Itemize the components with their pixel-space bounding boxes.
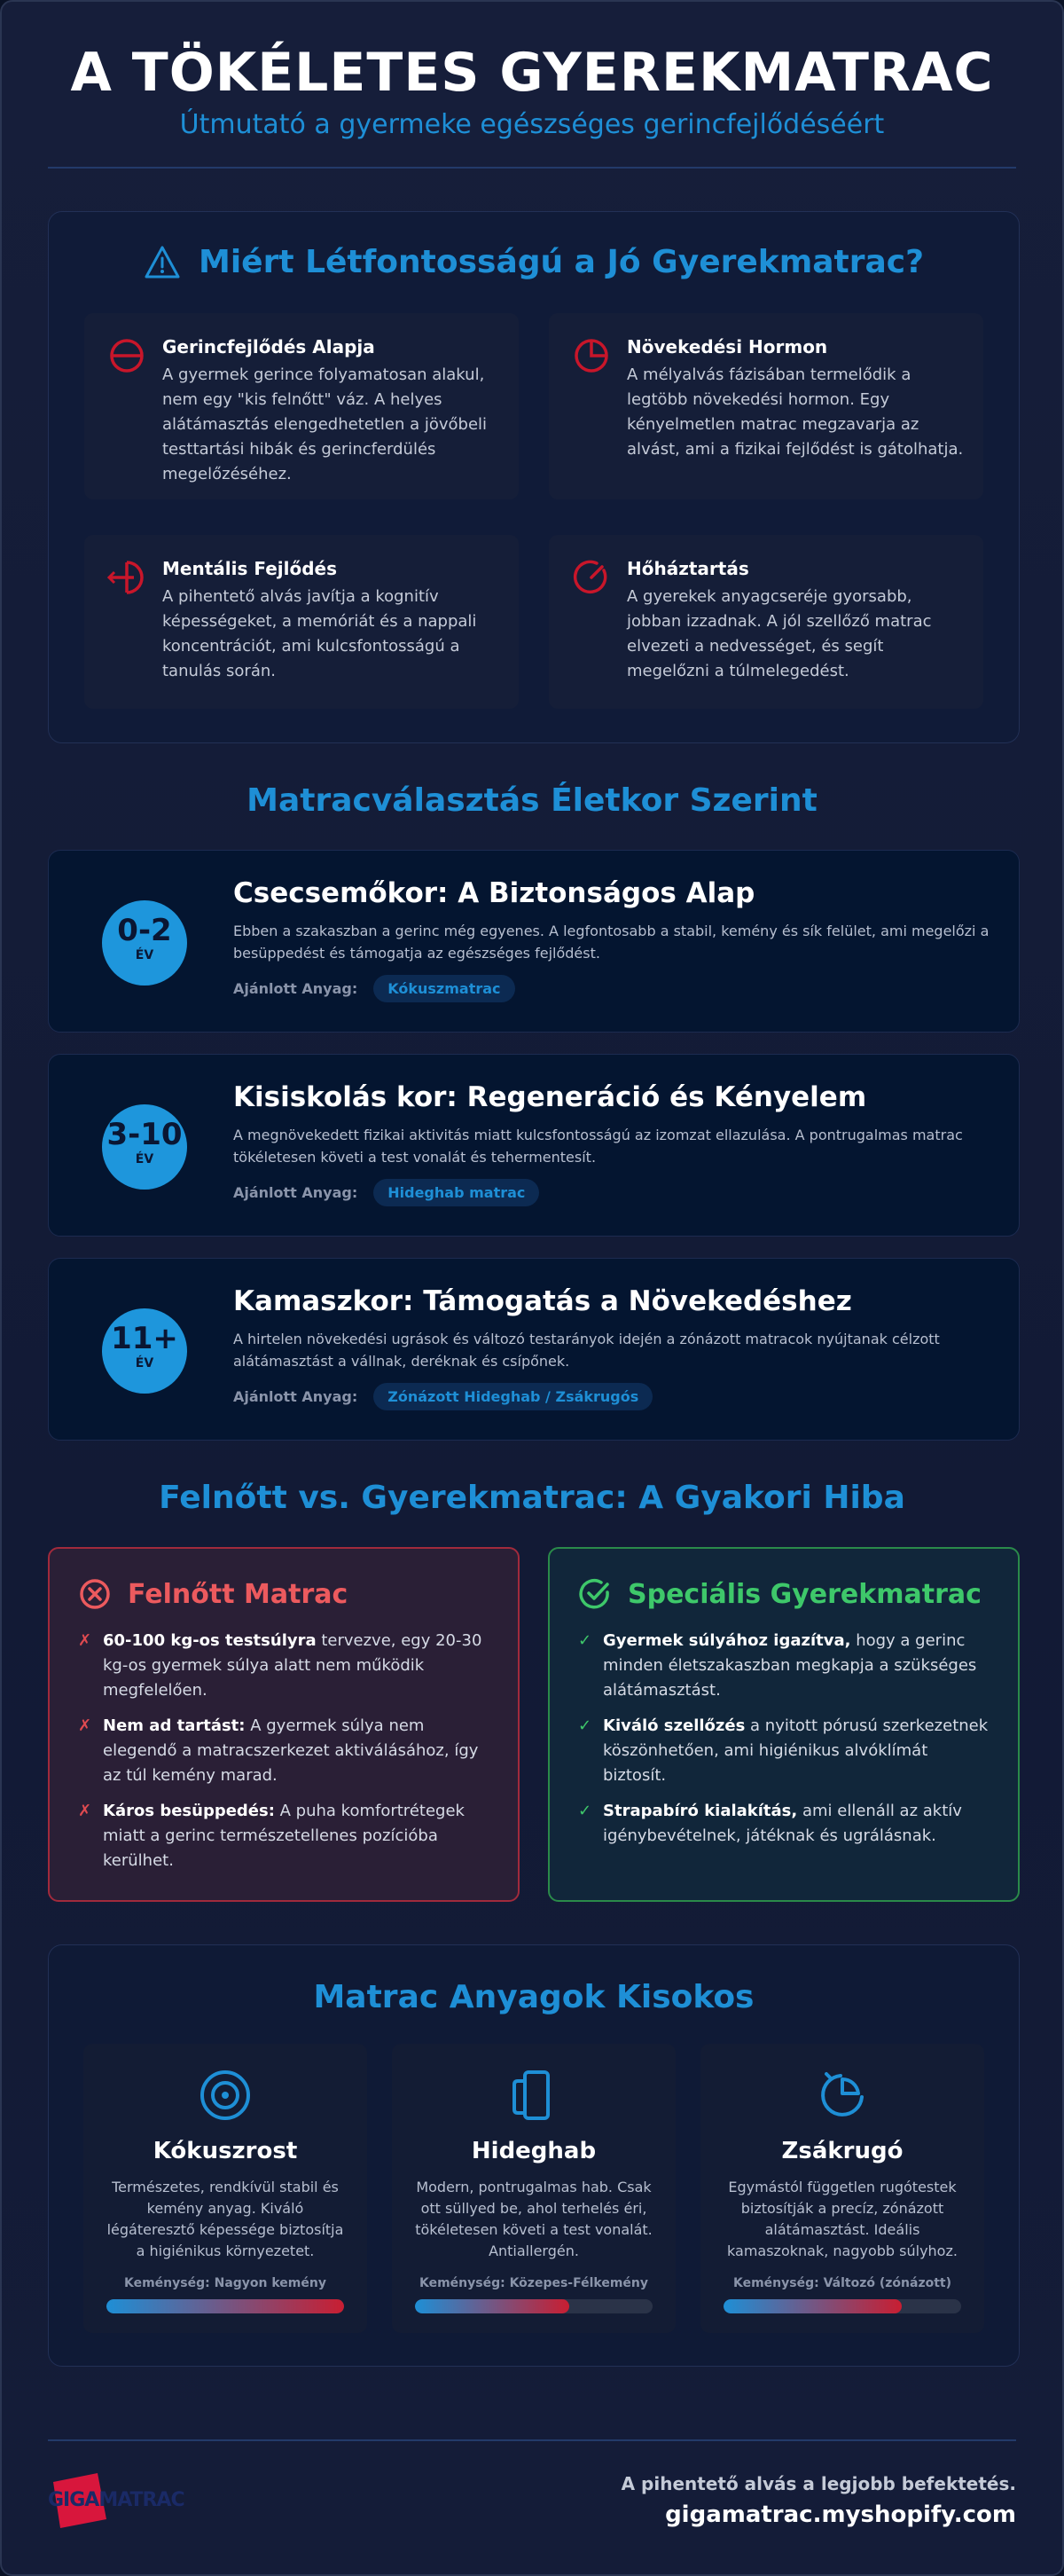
- age-range: 0-2: [117, 913, 172, 948]
- age-title: Kisiskolás kor: Regeneráció és Kényelem: [233, 1081, 867, 1113]
- divider: [48, 167, 1016, 169]
- age-card-teen: [48, 1258, 1020, 1441]
- material-title: Hideghab: [471, 2138, 597, 2164]
- header: [2, 2, 1062, 142]
- rec-label: Ajánlott Anyag:: [233, 980, 358, 997]
- age-range: 11+: [111, 1321, 178, 1356]
- target-icon: [197, 2067, 254, 2124]
- age-badge: [102, 900, 187, 986]
- card-title: Mentális Fejlődés: [162, 558, 337, 579]
- item-bold: 60-100 kg-os testsúlyra: [103, 1631, 317, 1650]
- card-title: Gerincfejlődés Alapja: [162, 336, 375, 357]
- adult-list: [78, 1629, 493, 1884]
- mattress-layers-icon: [505, 2067, 562, 2124]
- hardness-label: Keménység: Nagyon kemény: [124, 2276, 326, 2290]
- rec-label: Ajánlott Anyag:: [233, 1388, 358, 1405]
- card-body: A mélyalvás fázisában termelődik a legtöbb növekedési hormon. Egy kényelmetlen matrac megzavarja az alvást, ami a fizikai fejlődést is gátolhatja.: [627, 365, 964, 459]
- warning-triangle-icon: [144, 245, 181, 280]
- age-title: Csecsemőkor: A Biztonságos Alap: [233, 877, 755, 909]
- why-section: [48, 211, 1020, 743]
- age-desc: A hirtelen növekedési ugrások és változó testarányok idején a zónázott matracok nyújtanak célzott alátámasztást a vállnak, deréknak és csípőnek.: [233, 1331, 940, 1370]
- page-subtitle: Útmutató a gyermeke egészséges gerincfejlődéséért: [179, 109, 885, 140]
- material-card-coldfoam: [392, 2044, 676, 2333]
- hardness-fill: [724, 2299, 902, 2313]
- compare-title: Felnőtt vs. Gyerekmatrac: A Gyakori Hiba: [159, 1480, 905, 1516]
- material-tag: Zónázott Hideghab / Zsákrugós: [373, 1383, 653, 1410]
- item-bold: Nem ad tartást:: [103, 1716, 246, 1735]
- material-card-coconut: [83, 2044, 367, 2333]
- kids-list: [578, 1629, 993, 1859]
- rec-label: Ajánlott Anyag:: [233, 1184, 358, 1201]
- footer-site-link[interactable]: gigamatrac.myshopify.com: [665, 2501, 1016, 2528]
- brand-logo[interactable]: [48, 2470, 225, 2532]
- material-desc: Egymástól független rugótestek biztosítják a precíz, zónázott alátámasztást. Ideális kamaszoknak, nagyobb súlyhoz.: [727, 2179, 958, 2259]
- why-card-thermal: [549, 535, 983, 709]
- item-text: hogy a gerinc minden életszakaszban megkapja a szükséges alátámasztást.: [603, 1631, 977, 1700]
- why-card-hormone: [549, 313, 983, 499]
- adult-title: Felnőtt Matrac: [128, 1578, 348, 1610]
- logo-text: GIGAMATRAC: [48, 2489, 184, 2511]
- hardness-bar: [106, 2299, 344, 2313]
- ages-title: Matracválasztás Életkor Szerint: [246, 782, 818, 819]
- age-card-school: [48, 1054, 1020, 1237]
- item-bold: Strapabíró kialakítás,: [603, 1802, 798, 1820]
- age-badge: [102, 1308, 187, 1394]
- material-tag: Kókuszmatrac: [373, 975, 514, 1002]
- item-text: a nyitott pórusú szerkezetnek köszönhetően, ami higiénikus alvóklímát biztosít.: [603, 1716, 989, 1785]
- spine-icon: [107, 336, 146, 375]
- list-item: ✓ Strapabíró kialakítás, ami ellenáll az aktív igénybevételnek, játéknak és ugrálásnak.: [578, 1802, 962, 1845]
- age-card-infant: [48, 850, 1020, 1033]
- kids-mattress-card: [548, 1547, 1020, 1902]
- hardness-bar: [724, 2299, 961, 2313]
- material-title: Zsákrugó: [781, 2138, 904, 2164]
- kids-title: Speciális Gyerekmatrac: [628, 1578, 982, 1610]
- list-item: ✗ Káros besüppedés: A puha komfortrétegek miatt a gerinc természetellenes pozícióba kerülhet.: [78, 1802, 465, 1870]
- hardness-bar: [415, 2299, 653, 2313]
- why-title: Miért Létfontosságú a Jó Gyerekmatrac?: [199, 244, 924, 280]
- card-body: A gyermek gerince folyamatosan alakul, nem egy "kis felnőtt" váz. A helyes alátámasztás elengedhetetlen a jövőbeli testtartási hibák és gerincferdülés megelőzéséhez.: [162, 365, 488, 483]
- check-circle-icon: [578, 1577, 612, 1611]
- age-badge: [102, 1104, 187, 1190]
- item-bold: Káros besüppedés:: [103, 1802, 275, 1820]
- age-unit: ÉV: [135, 1356, 154, 1370]
- item-text: tervezve, egy 20-30 kg-os gyermek súlya alatt nem működik megfelelően.: [103, 1631, 482, 1700]
- card-body: A gyerekek anyagcseréje gyorsabb, jobban izzadnak. A jól szellőző matrac elvezeti a nedvességet, és segít megelőzni a túlmelegedést.: [627, 587, 932, 680]
- material-title: Kókuszrost: [153, 2138, 298, 2164]
- age-desc: Ebben a szakaszban a gerinc még egyenes. A legfontosabb a stabil, kemény és sík felület, ami megelőzi a besüppedést és támogatja az egészséges fejlődést.: [233, 923, 990, 962]
- page-title: A TÖKÉLETES GYEREKMATRAC: [70, 42, 994, 104]
- age-unit: ÉV: [135, 948, 154, 962]
- item-bold: Kiváló szellőzés: [603, 1716, 746, 1735]
- item-bold: Gyermek súlyához igazítva,: [603, 1631, 851, 1650]
- pie-chart-icon: [572, 336, 611, 375]
- materials-title: Matrac Anyagok Kisokos: [313, 1979, 755, 2015]
- material-card-pocketspring: [700, 2044, 984, 2333]
- material-desc: Természetes, rendkívül stabil és kemény anyag. Kiváló légáteresztő képessége biztosítja a higiénikus környezetet.: [106, 2179, 344, 2259]
- item-text: A gyermek súlya nem elegendő a matracszerkezet aktiválásához, így az túl kemény marad.: [103, 1716, 479, 1785]
- item-text: ami ellenáll az aktív igénybevételnek, játéknak és ugrálásnak.: [603, 1802, 962, 1845]
- spring-icon: [814, 2067, 871, 2124]
- age-range: 3-10: [106, 1117, 183, 1152]
- card-body: A pihentető alvás javítja a kognitív képességeket, a memóriát és a nappali koncentrációt, ami kulcsfontosságú a tanulás során.: [162, 587, 477, 680]
- hardness-fill: [415, 2299, 569, 2313]
- list-item: ✓ Kiváló szellőzés a nyitott pórusú szerkezetnek köszönhetően, ami higiénikus alvóklímát biztosít.: [578, 1716, 989, 1785]
- brain-icon: [107, 558, 146, 597]
- x-circle-icon: [78, 1577, 112, 1611]
- adult-mattress-card: [48, 1547, 520, 1902]
- age-desc: A megnövekedett fizikai aktivitás miatt kulcsfontosságú az izomzat ellazulása. A pontrugalmas matrac tökéletesen követi a test vonalát és tehermentesít.: [233, 1127, 963, 1166]
- material-desc: Modern, pontrugalmas hab. Csak ott süllyed be, ahol terhelés éri, tökéletesen követi a test vonalát. Antiallergén.: [415, 2179, 653, 2259]
- list-item: ✓ Gyermek súlyához igazítva, hogy a gerinc minden életszakaszban megkapja a szükséges alátámasztást.: [578, 1631, 977, 1700]
- footer-tagline: A pihentető alvás a legjobb befektetés.: [621, 2473, 1016, 2494]
- card-title: Növekedési Hormon: [627, 336, 828, 357]
- item-text: A puha komfortrétegek miatt a gerinc természetellenes pozícióba kerülhet.: [103, 1802, 465, 1870]
- list-item: ✗ Nem ad tartást: A gyermek súlya nem elegendő a matracszerkezet aktiválásához, így az túl kemény marad.: [78, 1716, 479, 1785]
- card-title: Hőháztartás: [627, 558, 749, 579]
- why-card-spine: [84, 313, 519, 499]
- material-tag: Hideghab matrac: [373, 1179, 539, 1206]
- hardness-label: Keménység: Változó (zónázott): [733, 2276, 951, 2290]
- hardness-label: Keménység: Közepes-Félkemény: [419, 2276, 648, 2290]
- age-unit: ÉV: [135, 1152, 154, 1166]
- footer-divider: [48, 2439, 1016, 2441]
- list-item: ✗ 60-100 kg-os testsúlyra tervezve, egy 20-30 kg-os gyermek súlya alatt nem működik megfelelően.: [78, 1631, 482, 1700]
- hardness-fill: [106, 2299, 344, 2313]
- why-card-mental: [84, 535, 519, 709]
- thermometer-icon: [572, 558, 611, 597]
- age-title: Kamaszkor: Támogatás a Növekedéshez: [233, 1285, 852, 1317]
